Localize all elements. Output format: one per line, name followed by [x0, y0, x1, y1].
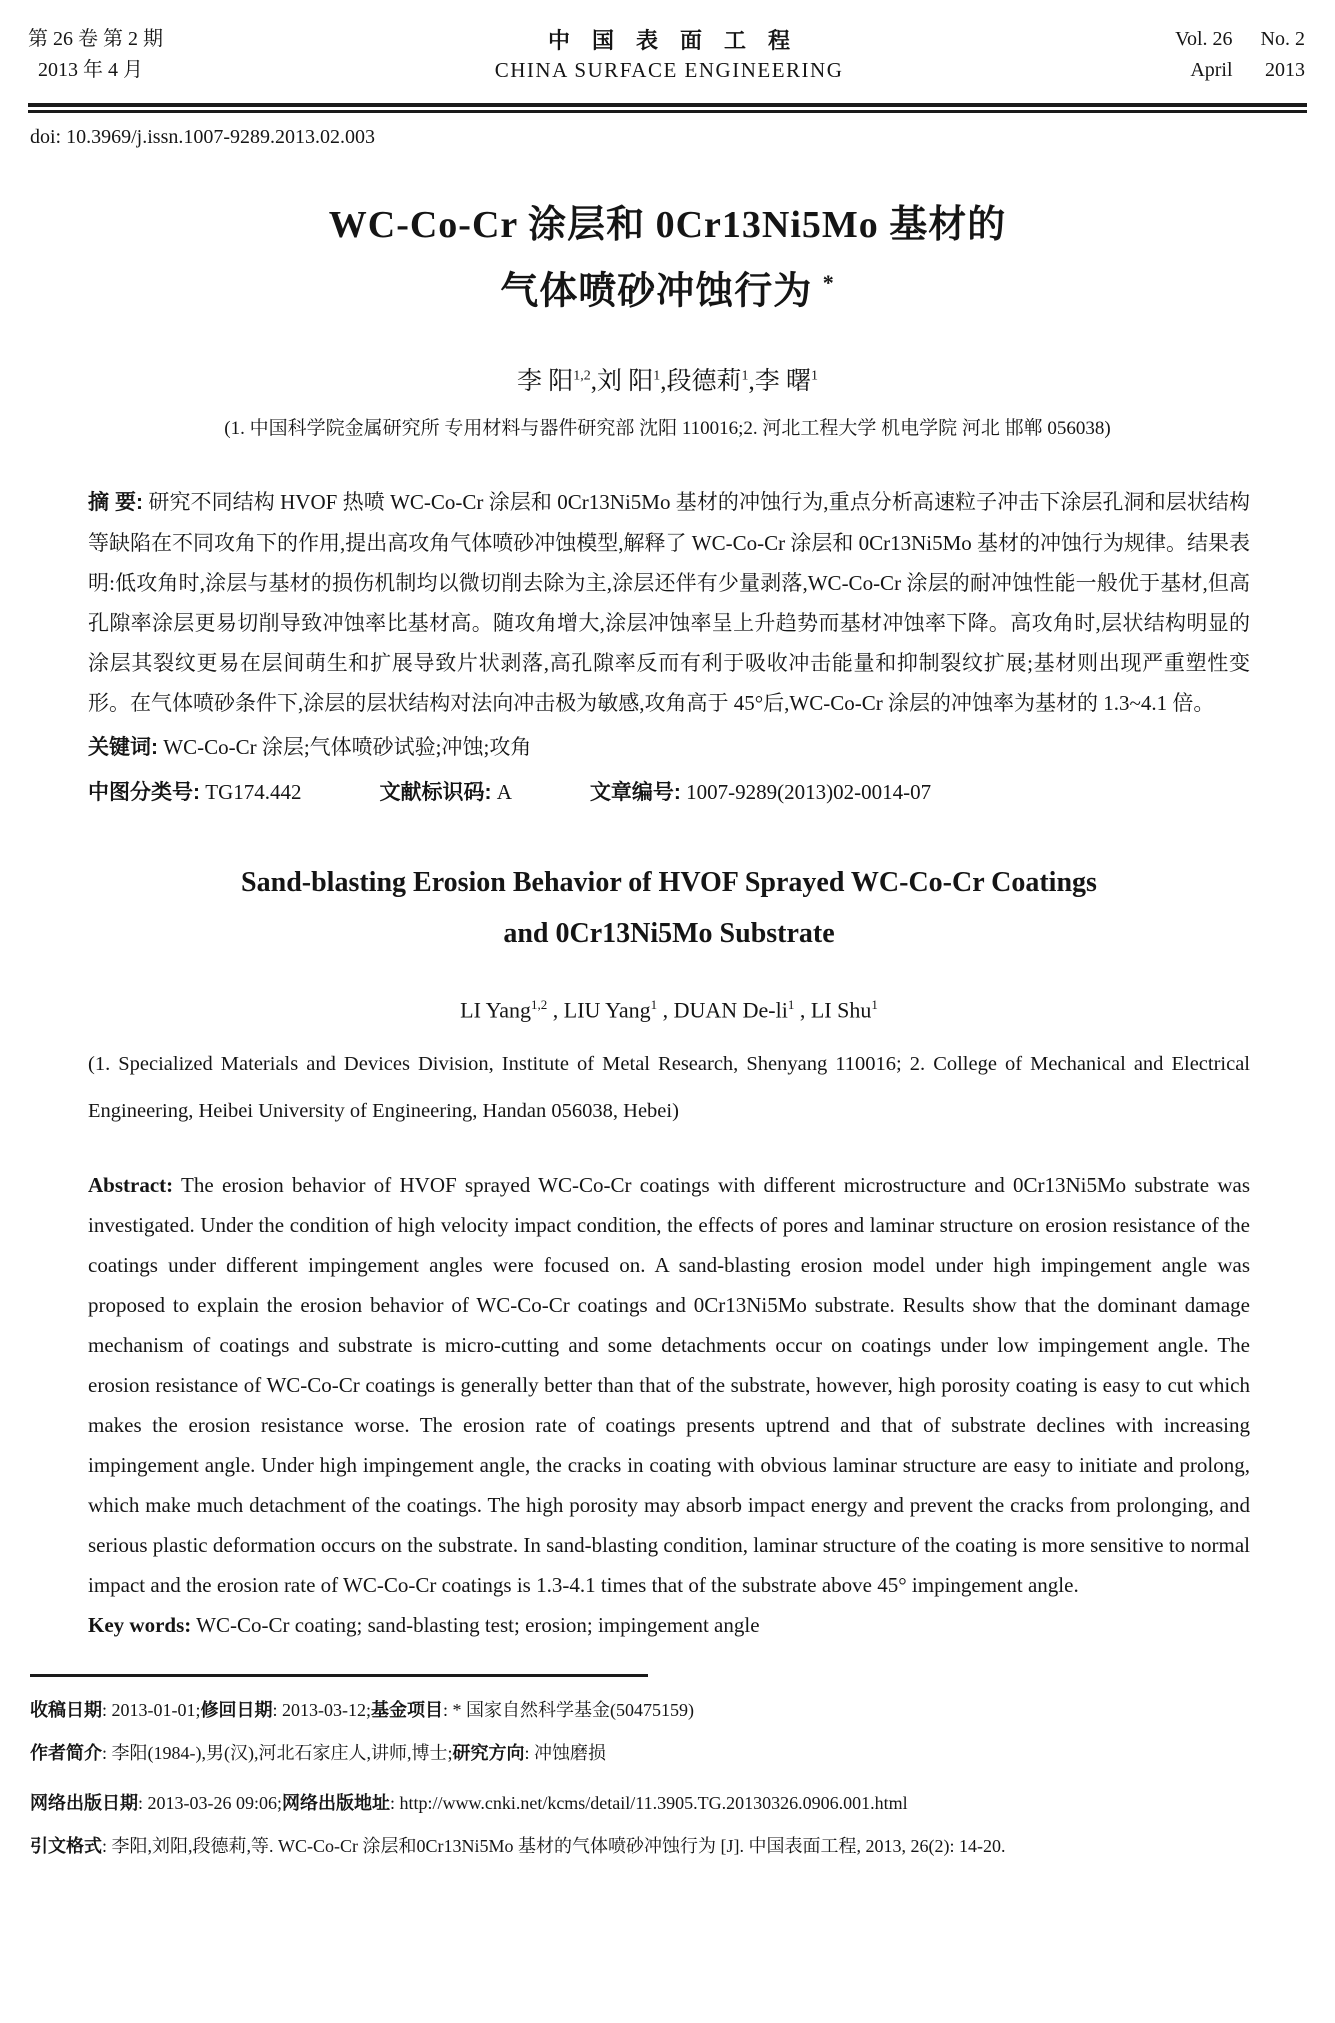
- journal-title-block: [495, 24, 844, 83]
- articleid-value: 1007-9289(2013)02-0014-07: [686, 779, 932, 804]
- keywords-cn-text: WC-Co-Cr 涂层;气体喷砂试验;冲蚀;攻角: [163, 734, 532, 759]
- keywords-cn-label: 关键词:: [88, 735, 158, 759]
- abstract-en: [88, 1165, 1250, 1605]
- authors-cn: 李 阳$^{1,2}$,刘 阳$^1$,段德莉$^1$,李 曙$^1$: [516, 367, 819, 395]
- footnote-author-bio-line: 作者简介: 李阳(1984-),男(汉),河北石家庄人,讲师,博士;研究方向: 冲蚀磨损: [30, 1742, 606, 1763]
- issue-number-en: No. 2: [1260, 28, 1305, 50]
- content-column: [88, 482, 1250, 1645]
- footnote-divider: [30, 1674, 648, 1677]
- doccode-label: 文献标识码:: [379, 780, 492, 804]
- abstract-en-text: The erosion behavior of HVOF sprayed WC-Co-Cr coatings with different microstructure and 0Cr13Ni5Mo substrate was investigated. Under the condition of high velocity impact condition, the effects of pores and laminar structure on erosion resistance of the coatings under different impingement angles were focused on. A sand-blasting erosion model under high impingement angle was proposed to explain the erosion behavior of WC-Co-Cr coatings and 0Cr13Ni5Mo substrate. Results show that the dominant damage mechanism of coatings and substrate is micro-cutting and some detachments occur on coatings under low impingement angle. The erosion resistance of WC-Co-Cr coatings is generally better than that of the substrate, however, high porosity coating is easy to cut which makes the erosion resistance worse. The erosion rate of coatings presents uptrend and that of substrate declines with increasing impingement angle. Under high impingement angle, the cracks in coating with obvious laminar structure are easy to initiate and prolong, which make much detachment of the coatings. The high porosity may absorb impact energy and prevent the cracks from prolonging, and serious plastic deformation occurs on the substrate. In sand-blasting condition, laminar structure of the coating is more sensitive to normal impact and the erosion rate of WC-Co-Cr coatings is 1.3-4.1 times that of the substrate above 45° impingement angle.: [88, 1172, 1250, 1597]
- articleid-item: [590, 772, 931, 813]
- article-title-en-line1: Sand-blasting Erosion Behavior of HVOF Sprayed WC-Co-Cr Coatings: [241, 866, 1097, 898]
- issue-date-cn: 2013 年 4 月: [38, 59, 143, 81]
- issue-year-en: 2013: [1265, 59, 1305, 81]
- header-double-rule: [28, 103, 1307, 113]
- article-title-cn-line1: WC-Co-Cr 涂层和 0Cr13Ni5Mo 基材的: [328, 204, 1007, 246]
- issue-volume-en: Vol. 26: [1175, 28, 1233, 50]
- doccode-item: [380, 772, 512, 813]
- keywords-cn: [88, 727, 1250, 768]
- doccode-value: A: [496, 779, 512, 804]
- abstract-cn-label: 摘 要:: [88, 490, 144, 514]
- issue-info-en: [1175, 24, 1305, 86]
- abstract-en-label: Abstract:: [88, 1172, 174, 1197]
- keywords-en: [88, 1605, 1250, 1645]
- journal-title-en: CHINA SURFACE ENGINEERING: [494, 58, 844, 82]
- abstract-cn: [88, 482, 1250, 723]
- article-title-cn: [0, 197, 1335, 321]
- authors-en: LI Yang$^{1,2}$ , LIU Yang$^1$ , DUAN $De-li^1$ , LI Shu$^1$: [460, 996, 878, 1022]
- articleid-label: 文章编号:: [589, 780, 681, 804]
- article-title-en-line2: and 0Cr13Ni5Mo Substrate: [503, 917, 835, 949]
- doi-line: doi: 10.3969/j.issn.1007-9289.2013.02.003: [30, 126, 376, 148]
- affiliation-en: (1. Specialized Materials and Devices Division, Institute of Metal Research, Shenyang 110016; 2. College of Mechanical and Electrical Engineering, Heibei University of Engineering, Handan 056038, Hebei): [88, 1052, 1250, 1122]
- article-title-en: [88, 857, 1250, 959]
- keywords-en-label: Key words:: [88, 1612, 192, 1637]
- issue-month-en: April: [1190, 59, 1233, 81]
- article-title-cn-line2: 气体喷砂冲蚀行为 *: [500, 270, 835, 313]
- title-asterisk: *: [822, 270, 835, 295]
- clc-item: [88, 772, 302, 813]
- abstract-cn-text: 研究不同结构 HVOF 热喷 WC-Co-Cr 涂层和 0Cr13Ni5Mo 基材的冲蚀行为,重点分析高速粒子冲击下涂层孔洞和层状结构等缺陷在不同攻角下的作用,提出高攻角气体喷砂冲蚀模型,解释了 WC-Co-Cr 涂层和 0Cr13Ni5Mo 基材的冲蚀行为规律。结果表明:低攻角时,涂层与基材的损伤机制均以微切削去除为主,涂层还伴有少量剥落,WC-Co-Cr 涂层的耐冲蚀性能一般优于基材,但高孔隙率涂层更易切削导致冲蚀率比基材高。随攻角增大,涂层冲蚀率呈上升趋势而基材冲蚀率下降。高攻角时,层状结构明显的涂层其裂纹更易在层间萌生和扩展导致片状剥落,高孔隙率反而有利于吸收冲击能量和抑制裂纹扩展;基材则出现严重塑性变形。在气体喷砂条件下,涂层的层状结构对法向冲击极为敏感,攻角高于 45°后,WC-Co-Cr 涂层的冲蚀率为基材的 1.3~4.1 倍。: [88, 489, 1250, 715]
- affiliation-cn: (1. 中国科学院金属研究所 专用材料与器件研究部 沈阳 110016;2. 河北工程大学 机电学院 河北 邯郸 056038): [224, 417, 1111, 439]
- footnote-citation-line: 引文格式: 李阳,刘阳,段德莉,等. WC-Co-Cr 涂层和0Cr13Ni5Mo 基材的气体喷砂冲蚀行为 [J]. 中国表面工程, 2013, 26(2): 14-20.: [30, 1835, 1006, 1856]
- issue-volume-cn: 第 26 卷 第 2 期: [28, 28, 163, 50]
- keywords-en-text: WC-Co-Cr coating; sand-blasting test; erosion; impingement angle: [196, 1612, 760, 1637]
- footnotes: [30, 1689, 1305, 1868]
- journal-title-cn: 中国表面工程: [548, 28, 813, 53]
- clc-label: 中图分类号:: [88, 780, 200, 804]
- journal-header: [0, 0, 1335, 86]
- footnote-received-line: 收稿日期: 2013-01-01;修回日期: 2013-03-12;基金项目: * 国家自然科学基金(50475159): [30, 1699, 694, 1720]
- footnote-online-publish-line: 网络出版日期: 2013-03-26 09:06;网络出版地址: http://www.cnki.net/kcms/detail/11.3905.TG.20130326.0906.001.html: [30, 1792, 908, 1813]
- classification-row: [88, 772, 1250, 813]
- clc-value: TG174.442: [205, 779, 302, 804]
- issue-info: [28, 24, 163, 86]
